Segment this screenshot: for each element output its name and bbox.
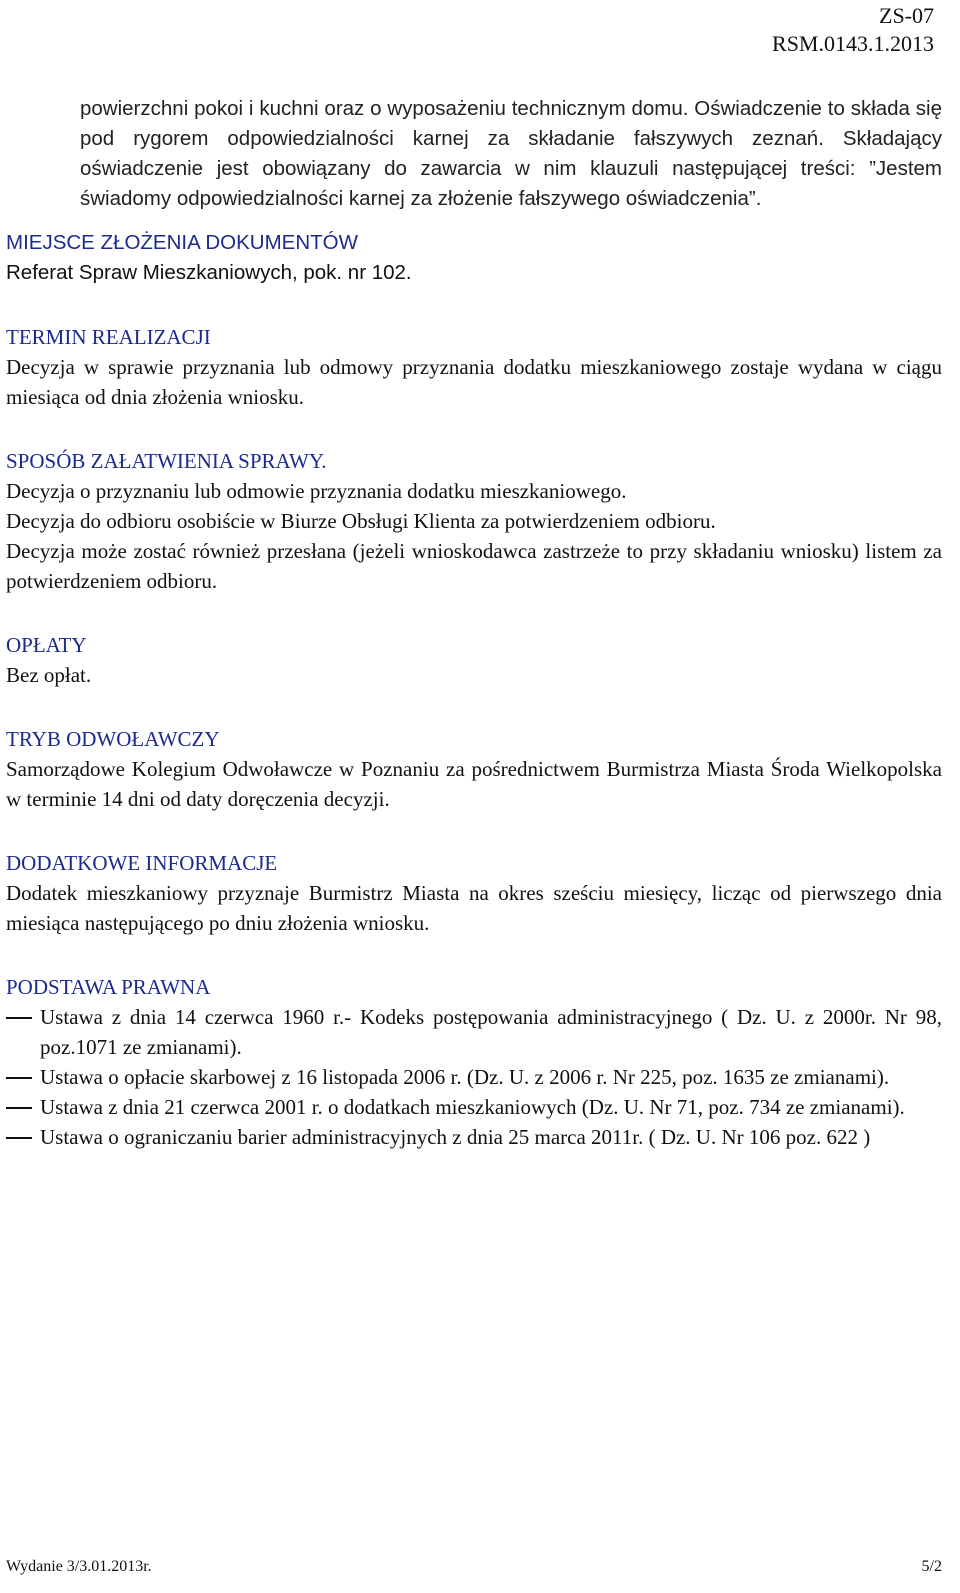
edition-label: Wydanie 3/3.01.2013r. [6, 1558, 152, 1575]
document-reference: RSM.0143.1.2013 [772, 31, 934, 56]
legal-basis-item [6, 1122, 942, 1152]
section-text-oplaty: Bez opłat. [6, 663, 92, 687]
section-text-tryb: Samorządowe Kolegium Odwoławcze w Poznaniu za pośrednictwem Burmistrza Miasta Środa Wielkopolska w terminie 14 dni od daty doręczenia decyzji. [6, 757, 942, 811]
section-text-dodatkowe: Dodatek mieszkaniowy przyznaje Burmistrz Miasta na okres sześciu miesięcy, licząc od pierwszego dnia miesiąca następującego po dniu złożenia wniosku. [6, 881, 942, 935]
section-dodatkowe [6, 848, 942, 938]
legal-basis-item [6, 1092, 942, 1122]
section-text-sposob-1: Decyzja o przyznaniu lub odmowie przyznania dodatku mieszkaniowego. [6, 479, 627, 503]
section-text-sposob-2: Decyzja do odbioru osobiście w Biurze Obsługi Klienta za potwierdzeniem odbioru. [6, 509, 716, 533]
legal-basis-text: Ustawa o ograniczaniu barier administracyjnych z dnia 25 marca 2011r. ( Dz. U. Nr 106 poz. 622 ) [40, 1125, 871, 1149]
legal-basis-item [6, 1062, 942, 1092]
section-oplaty [6, 630, 942, 690]
dash-bullet [6, 1077, 32, 1079]
section-heading-dodatkowe: DODATKOWE INFORMACJE [6, 851, 278, 875]
dash-bullet [6, 1017, 32, 1019]
legal-basis-list [6, 1002, 942, 1152]
document-code: ZS-07 [879, 3, 934, 28]
document-body [6, 94, 942, 1152]
section-termin [6, 322, 942, 412]
section-heading-oplaty: OPŁATY [6, 633, 87, 657]
legal-basis-text: Ustawa z dnia 14 czerwca 1960 r.- Kodeks postępowania administracyjnego ( Dz. U. z 2000r. Nr 98, poz.1071 ze zmianami). [40, 1005, 942, 1059]
section-tryb [6, 724, 942, 814]
section-podstawa [6, 972, 942, 1152]
intro-paragraph [80, 94, 942, 214]
section-heading-termin: TERMIN REALIZACJI [6, 325, 211, 349]
section-text-miejsce: Referat Spraw Mieszkaniowych, pok. nr 102. [6, 261, 412, 284]
section-text-termin: Decyzja w sprawie przyznania lub odmowy przyznania dodatku mieszkaniowego zostaje wydana w ciągu miesiąca od dnia złożenia wniosku. [6, 355, 942, 409]
section-heading-tryb: TRYB ODWOŁAWCZY [6, 727, 220, 751]
section-heading-miejsce: MIEJSCE ZŁOŻENIA DOKUMENTÓW [6, 231, 358, 254]
dash-bullet [6, 1107, 32, 1109]
page-number: 5/2 [921, 1558, 942, 1575]
section-heading-sposob: SPOSÓB ZAŁATWIENIA SPRAWY. [6, 449, 327, 473]
section-heading-podstawa: PODSTAWA PRAWNA [6, 975, 211, 999]
section-text-sposob-3: Decyzja może zostać również przesłana (jeżeli wnioskodawca zastrzeże to przy składaniu wniosku) listem za potwierdzeniem odbioru. [6, 539, 942, 593]
section-sposob [6, 446, 942, 596]
legal-basis-text: Ustawa z dnia 21 czerwca 2001 r. o dodatkach mieszkaniowych (Dz. U. Nr 71, poz. 734 ze zmianami). [40, 1095, 905, 1119]
section-miejsce [6, 228, 942, 288]
document-header [772, 2, 934, 58]
intro-text: powierzchni pokoi i kuchni oraz o wyposażeniu technicznym domu. Oświadczenie to składa się pod rygorem odpowiedzialności karnej za składanie fałszywych zeznań. Składający oświadczenie jest obowiązany do zawarcia w nim klauzuli następującej treści: ”Jestem świadomy odpowiedzialności karnej za złożenie fałszywego oświadczenia”. [80, 97, 942, 210]
dash-bullet [6, 1137, 32, 1139]
legal-basis-item [6, 1002, 942, 1062]
legal-basis-text: Ustawa o opłacie skarbowej z 16 listopada 2006 r. (Dz. U. z 2006 r. Nr 225, poz. 1635 ze zmianami). [40, 1065, 890, 1089]
